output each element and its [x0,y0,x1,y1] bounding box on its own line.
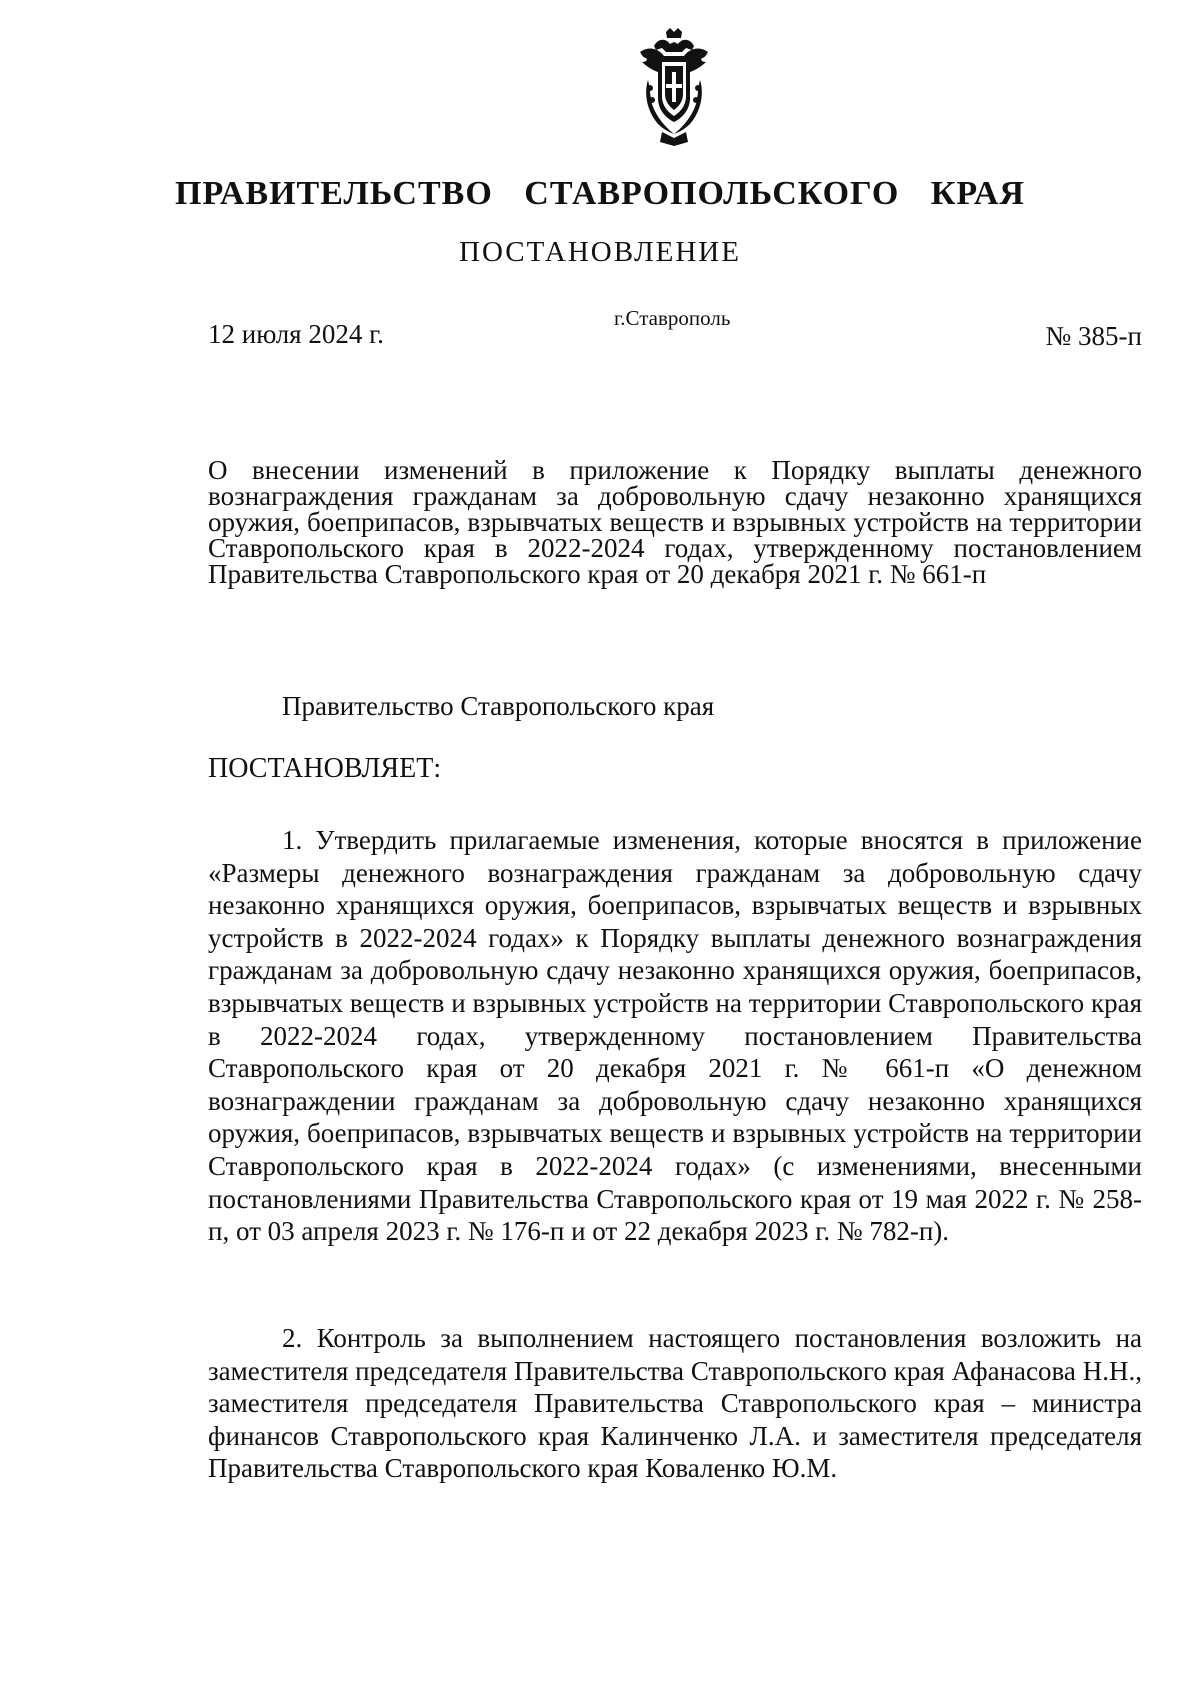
document-number: № 385-п [1045,321,1142,351]
government-title: ПРАВИТЕЛЬСТВО СТАВРОПОЛЬСКОГО КРАЯ [175,175,1025,212]
document-type: ПОСТАНОВЛЕНИЕ [459,236,741,268]
paragraph-1: 1. Утвердить прилагаемые изменения, которые вносятся в приложение «Размеры денежного вознаграждения гражданам за добровольную сдачу незаконно хранящихся оружия, боеприпасов, взрывчатых веществ и взрывных устройств в 2022-2024 годах» к Порядку выплаты денежного вознаграждения гражданам за добровольную сдачу незаконно хранящихся оружия, боеприпасов, взрывчатых веществ и взрывных устройств на территории Ставропольского края в 2022-2024 годах, утвержденному постановлением Правительства Ставропольского края от 20 декабря 2021 г. № 661-п «О денежном вознаграждении гражданам за добровольную сдачу незаконно хранящихся оружия, боеприпасов, взрывчатых веществ и взрывных устройств на территории Ставропольского края в 2022-2024 годах» (с изменениями, внесенными постановлениями Правительства Ставропольского края от 19 мая 2022 г. № 258-п, от 03 апреля 2023 г. № 176-п и от 22 декабря 2023 г. № 782-п). [208,825,1142,1247]
subject-text: О внесении изменений в приложение к Порядку выплаты денежного вознаграждения гражданам за добровольную сдачу незаконно хранящихся оружия, боеприпасов, взрывчатых веществ и взрывных устройств на территории Ставропольского края в 2022-2024 годах, утвержденному постановлением Правительства Ставропольского края от 20 декабря 2021 г. № 661-п [208,455,1142,589]
paragraph-2: 2. Контроль за выполнением настоящего постановления возложить на заместителя председателя Правительства Ставропольского края Афанасова Н.Н., заместителя председателя Правительства Ставропольского края – министра финансов Ставропольского края Калинченко Л.А. и заместителя председателя Правительства Ставропольского края Коваленко Ю.М. [208,1323,1142,1484]
coat-of-arms-icon [634,28,714,148]
issuing-authority: Правительство Ставропольского края [282,691,715,721]
document-subject [208,457,1142,587]
decrees-heading: ПОСТАНОВЛЯЕТ: [208,753,442,784]
document-city: г.Ставрополь [614,306,731,330]
document-date: 12 июля 2024 г. [208,319,384,349]
